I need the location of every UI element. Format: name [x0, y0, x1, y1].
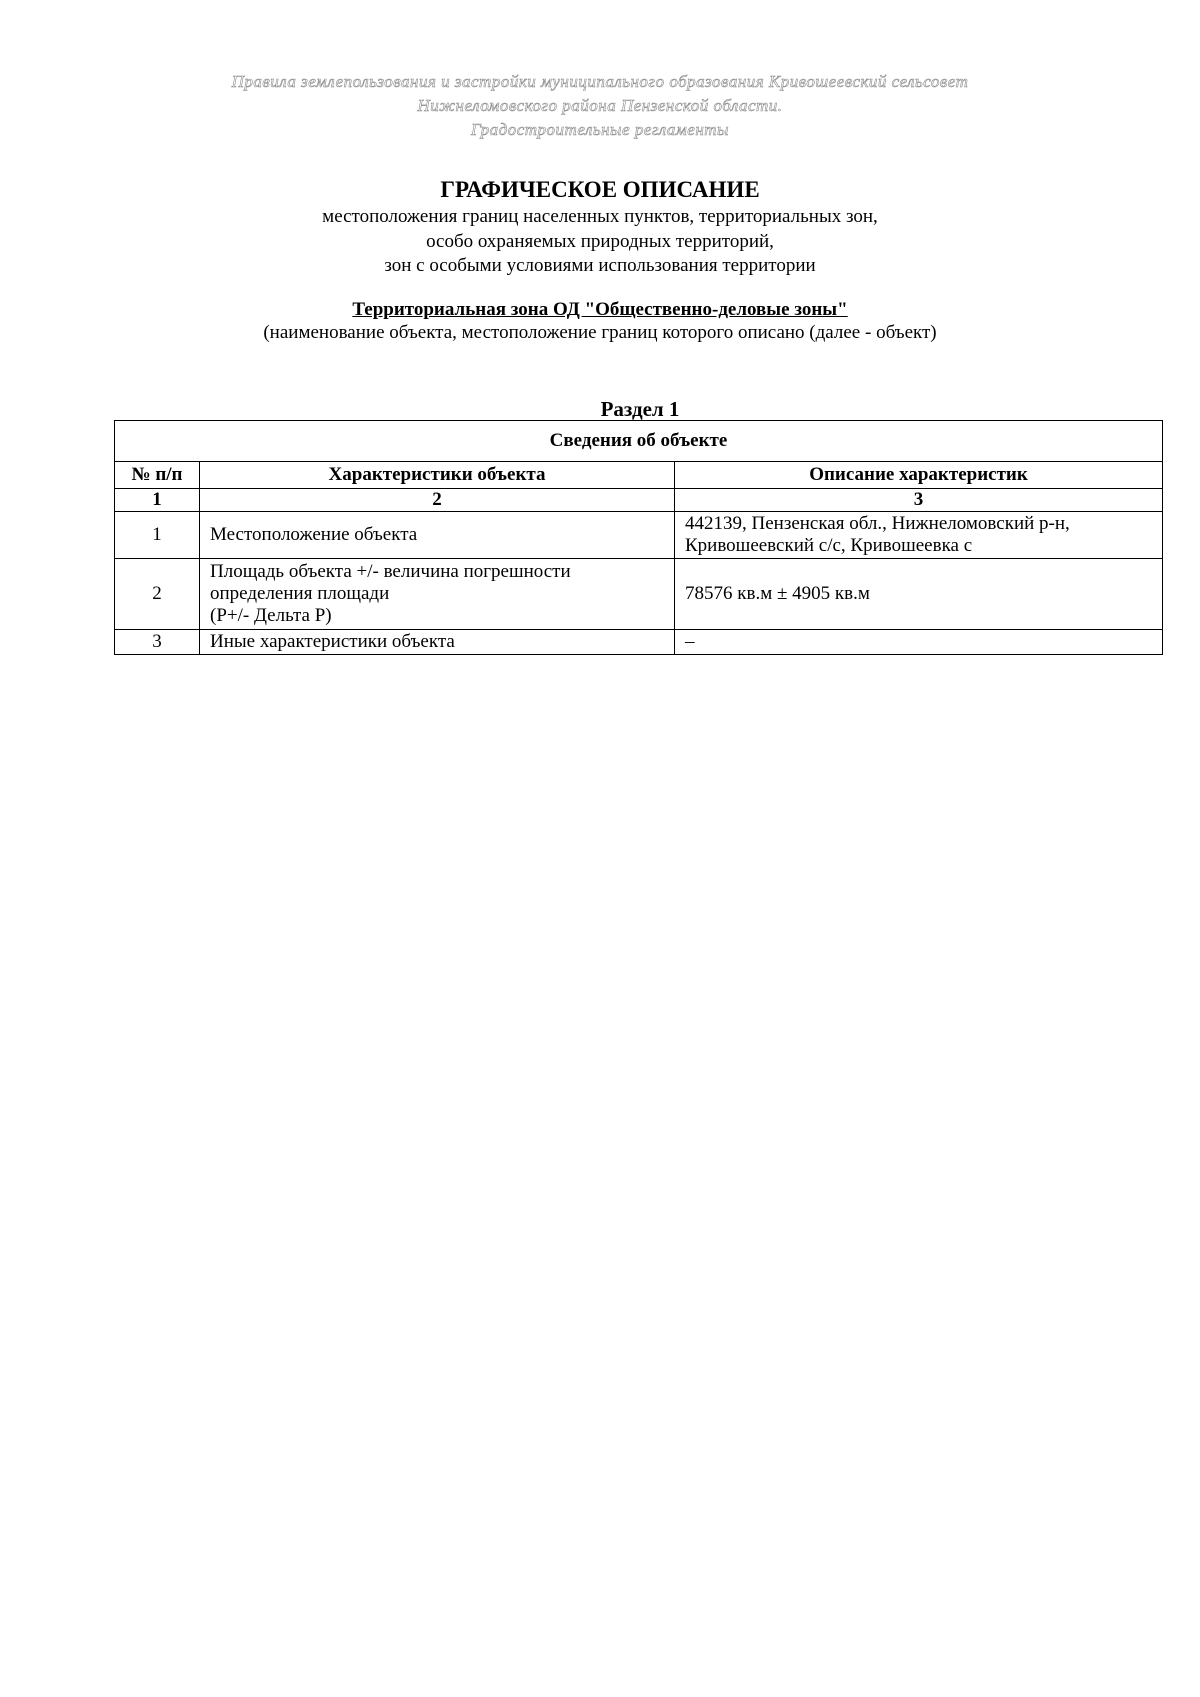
column-number-row — [115, 489, 1163, 512]
document-title: ГРАФИЧЕСКОЕ ОПИСАНИЕ — [440, 177, 760, 202]
column-number: 2 — [200, 489, 675, 512]
column-header-number: № п/п — [115, 462, 200, 489]
row-description — [675, 559, 1163, 630]
characteristic-line: Площадь объекта +/- величина погрешности — [210, 561, 571, 582]
table-caption-row — [115, 421, 1163, 462]
subtitle-line: зон с особыми условиями использования территории — [384, 255, 816, 276]
characteristic-line: (Р+/- Дельта Р) — [210, 605, 332, 626]
description-line: Кривошеевский с/с, Кривошеевка с — [685, 535, 973, 556]
column-number: 1 — [115, 489, 200, 512]
table-header-row — [115, 462, 1163, 489]
row-description — [675, 512, 1163, 559]
description-line: – — [685, 631, 695, 652]
row-number: 2 — [115, 559, 200, 630]
object-info-table — [114, 420, 1163, 655]
column-header-characteristic: Характеристики объекта — [200, 462, 675, 489]
description-line: 442139, Пензенская обл., Нижнеломовский р-н, — [685, 513, 1070, 534]
column-number: 3 — [675, 489, 1163, 512]
running-header-line: Правила землепользования и застройки муниципального образования Кривошеевский сельсовет — [231, 72, 969, 91]
row-description — [675, 630, 1163, 655]
characteristic-line: определения площади — [210, 583, 390, 604]
table-row — [115, 512, 1163, 559]
table-caption: Сведения об объекте — [115, 421, 1163, 462]
running-header — [0, 70, 1200, 142]
row-number: 3 — [115, 630, 200, 655]
description-line: 78576 кв.м ± 4905 кв.м — [685, 583, 870, 604]
object-name-caption: (наименование объекта, местоположение границ которого описано (далее - объект) — [263, 322, 937, 343]
table-row — [115, 630, 1163, 655]
section-title: Раздел 1 — [600, 397, 680, 421]
row-characteristic — [200, 512, 675, 559]
object-name: Территориальная зона ОД "Общественно-деловые зоны" — [352, 299, 848, 320]
row-characteristic — [200, 630, 675, 655]
subtitle-line: особо охраняемых природных территорий, — [426, 230, 774, 252]
subtitle-line: местоположения границ населенных пунктов, территориальных зон, — [322, 206, 878, 227]
column-header-description: Описание характеристик — [675, 462, 1163, 489]
document-subtitle — [0, 205, 1200, 279]
table-row — [115, 559, 1163, 630]
characteristic-line: Местоположение объекта — [210, 524, 418, 545]
row-characteristic — [200, 559, 675, 630]
running-header-line: Нижнеломовского района Пензенской области. — [417, 96, 783, 115]
running-header-line: Градостроительные регламенты — [470, 120, 730, 139]
characteristic-line: Иные характеристики объекта — [210, 631, 455, 652]
row-number: 1 — [115, 512, 200, 559]
